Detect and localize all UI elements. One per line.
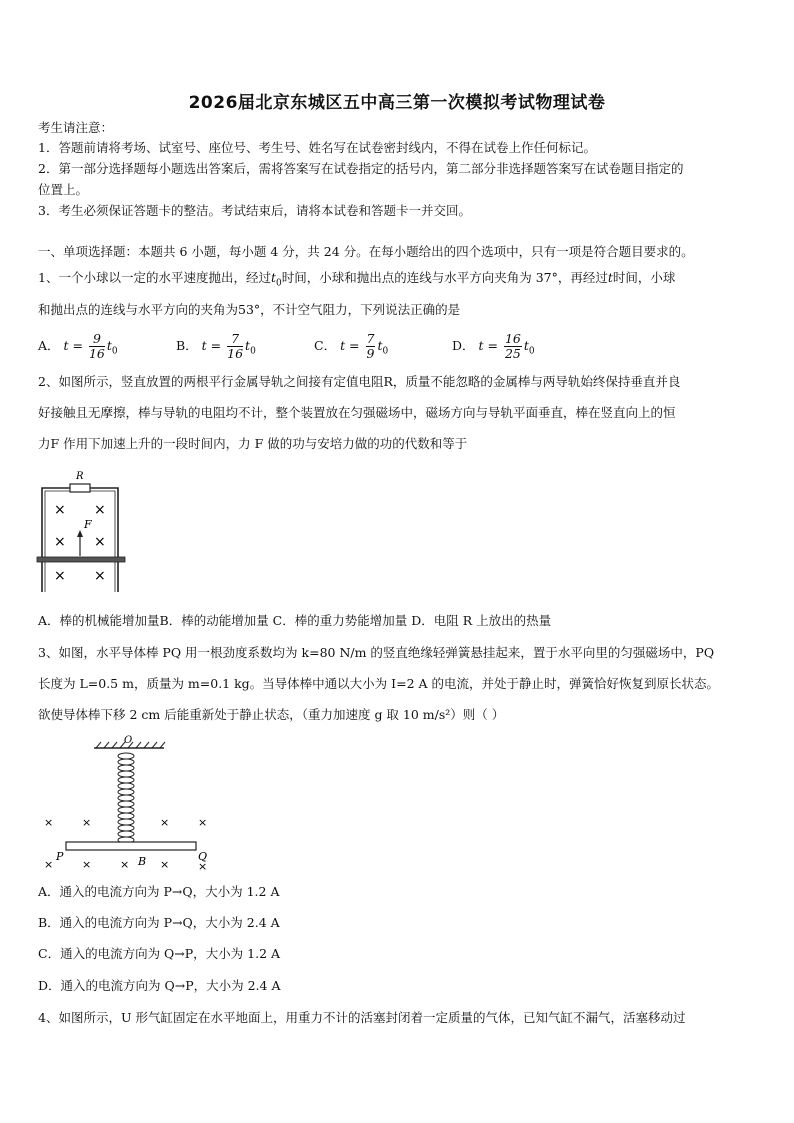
q1-t: t — [607, 270, 613, 285]
q1-option-c[interactable] — [314, 332, 388, 361]
fraction — [89, 332, 105, 361]
option-lhs: t = — [340, 338, 360, 353]
option-label: A． — [38, 338, 60, 353]
option-sub: 0 — [382, 346, 389, 357]
q1-t0: t — [270, 270, 276, 285]
q1-text-a: 1、一个小球以一定的水平速度抛出，经过 — [38, 270, 271, 285]
field-cross: × — [82, 858, 92, 871]
field-cross: × — [82, 816, 92, 829]
q3-option-b[interactable]: B．通入的电流方向为 P→Q，大小为 2.4 A — [38, 915, 280, 930]
option-sub: 0 — [250, 346, 256, 357]
option-sub: 0 — [111, 346, 118, 357]
q1-text-c: 时间，小球 — [612, 270, 676, 285]
denominator: 16 — [227, 346, 244, 361]
force-label: F — [84, 518, 92, 531]
field-cross: × — [44, 858, 54, 871]
q2-stem-line: 力F 作用下加速上升的一段时间内，力 F 做的功与安培力做的功的代数和等于 — [38, 436, 468, 451]
option-rhs: t — [245, 338, 251, 353]
option-lhs: t = — [63, 338, 83, 353]
option-rhs: t — [106, 338, 112, 353]
q1-option-b[interactable] — [176, 332, 256, 361]
q1-stem-line-1 — [38, 270, 675, 292]
option-label: B． — [176, 338, 198, 353]
field-cross: × — [94, 534, 106, 550]
q4-stem-line: 4、如图所示，U 形气缸固定在水平地面上，用重力不计的活塞封闭着一定质量的气体，已知气缸不漏气，活塞移动过 — [38, 1010, 686, 1025]
rod-end-p: P — [56, 850, 64, 863]
field-cross: × — [44, 816, 54, 829]
field-label: B — [138, 855, 147, 868]
metal-bar — [37, 557, 125, 562]
section-heading: 一、单项选择题：本题共 6 小题，每小题 4 分，共 24 分。在每小题给出的四个选项中，只有一项是符合题目要求的。 — [38, 244, 694, 259]
field-cross: × — [160, 858, 170, 871]
field-cross: × — [54, 568, 66, 584]
option-lhs: t = — [478, 338, 498, 353]
rod-end-q: Q — [198, 850, 208, 863]
denominator: 25 — [504, 346, 521, 361]
q3-option-d[interactable]: D．通入的电流方向为 Q→P，大小为 2.4 A — [38, 978, 281, 993]
numerator: 7 — [366, 331, 375, 346]
option-rhs: t — [377, 338, 383, 353]
q3-stem-line: 长度为 L=0.5 m，质量为 m=0.1 kg。当导体棒中通以大小为 I=2 A 的电流，并处于静止时，弹簧恰好恢复到原长状态。 — [38, 676, 719, 691]
fraction — [504, 332, 522, 361]
field-cross: × — [54, 502, 66, 518]
page-title: 2026届北京东城区五中高三第一次模拟考试物理试卷 — [188, 93, 606, 113]
q2-stem-line: 好接触且无摩擦，棒与导轨的电阻均不计，整个装置放在匀强磁场中，磁场方向与导轨平面垂直，棒在竖直向上的恒 — [38, 405, 676, 420]
option-rhs: t — [523, 338, 529, 353]
q2-options: A．棒的机械能增加量B．棒的动能增加量 C．棒的重力势能增加量 D．电阻 R 上放出的热量 — [38, 613, 552, 628]
q3-stem-line: 欲使导体棒下移 2 cm 后能重新处于静止状态，（重力加速度 g 取 10 m/s²）则（ ） — [38, 707, 505, 722]
denominator: 16 — [88, 346, 105, 361]
field-cross: × — [198, 816, 208, 829]
field-cross: × — [198, 860, 208, 872]
field-cross: × — [94, 502, 106, 518]
q3-option-a[interactable]: A．通入的电流方向为 P→Q，大小为 1.2 A — [38, 884, 280, 899]
q2-stem-line: 2、如图所示，竖直放置的两根平行金属导轨之间接有定值电阻R，质量不能忽略的金属棒与两导轨始终保持垂直并良 — [38, 374, 681, 389]
field-cross: × — [94, 568, 106, 584]
q3-option-c[interactable]: C．通入的电流方向为 Q→P，大小为 1.2 A — [38, 946, 281, 961]
resistor-label: R — [76, 471, 84, 482]
field-cross: × — [160, 816, 170, 829]
denominator: 9 — [366, 346, 375, 361]
q2-figure-rail-circuit — [36, 470, 128, 594]
field-cross: × — [54, 534, 66, 550]
field-cross: × — [120, 858, 130, 871]
notice-item: 3．考生必须保证答题卡的整洁。考试结束后，请将本试卷和答题卡一并交回。 — [38, 203, 471, 218]
q1-t0-sub: 0 — [276, 278, 282, 289]
conductor-rod — [66, 842, 196, 850]
numerator: 16 — [504, 331, 521, 346]
option-sub: 0 — [528, 346, 535, 357]
resistor — [70, 484, 90, 492]
numerator: 7 — [227, 332, 243, 347]
notice-item: 位置上。 — [38, 182, 89, 197]
notice-heading: 考生请注意： — [38, 120, 114, 135]
q1-option-d[interactable] — [452, 332, 535, 361]
numerator: 9 — [89, 332, 105, 347]
spring — [118, 753, 134, 843]
q1-option-a[interactable] — [38, 332, 118, 361]
option-label: D． — [452, 338, 475, 353]
notice-item: 2．第一部分选择题每小题选出答案后，需将答案写在试卷指定的括号内，第二部分非选择题答案写在试卷题目指定的 — [38, 161, 684, 176]
q1-text-b: 时间，小球和抛出点的连线与水平方向夹角为 37°，再经过 — [281, 270, 608, 285]
option-lhs: t = — [201, 338, 222, 353]
q1-stem-line-2: 和抛出点的连线与水平方向的夹角为53°，不计空气阻力，下列说法正确的是 — [38, 302, 461, 317]
fraction — [227, 332, 243, 361]
fraction — [366, 332, 376, 361]
q3-stem-line: 3、如图，水平导体棒 PQ 用一根劲度系数均为 k=80 N/m 的竖直绝缘轻弹簧悬挂起来，置于水平向里的匀强磁场中，PQ — [38, 645, 715, 660]
pivot-label: O — [124, 735, 133, 746]
q3-figure-spring-rod — [38, 734, 218, 872]
notice-item: 1．答题前请将考场、试室号、座位号、考生号、姓名写在试卷密封线内，不得在试卷上作任何标记。 — [38, 140, 596, 155]
option-label: C． — [314, 338, 337, 353]
